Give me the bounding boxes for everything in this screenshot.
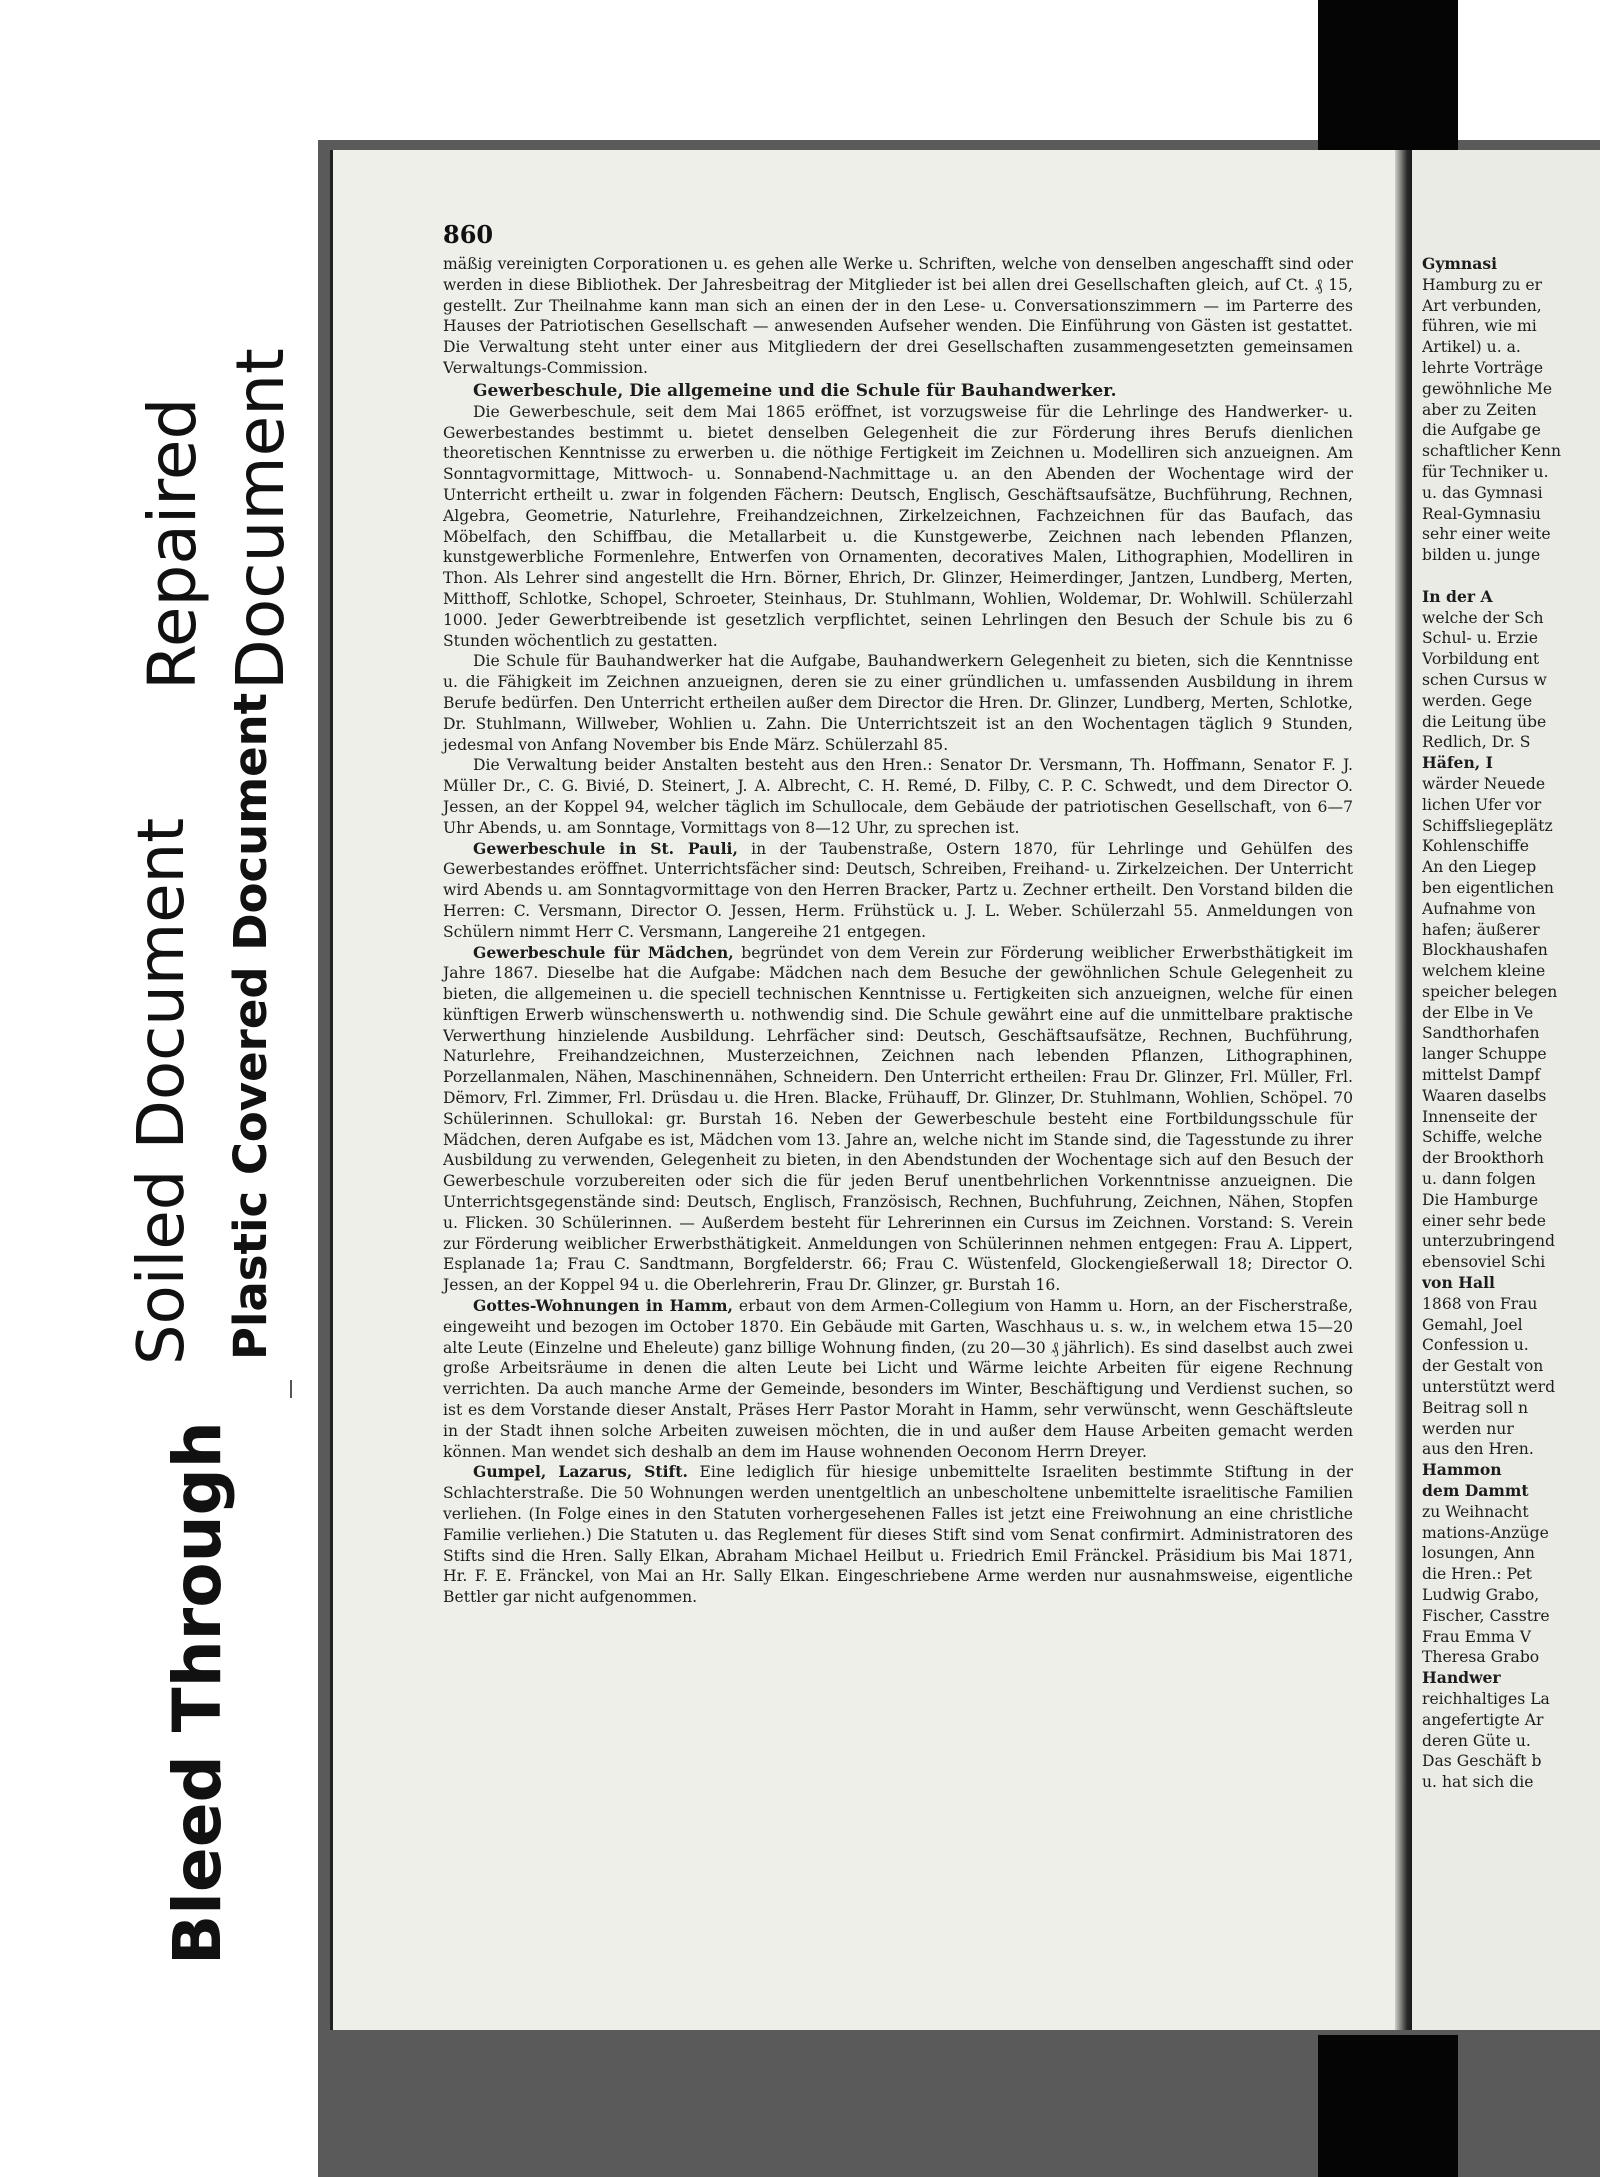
facing-line: Gemahl, Joel: [1422, 1315, 1523, 1334]
section-heading: Gewerbeschule, Die allgemeine und die Schule für Bauhandwerker.: [473, 380, 1117, 401]
divider-tick: [290, 1380, 292, 1398]
page-text: [443, 254, 1353, 1608]
facing-line: u. das Gymnasi: [1422, 483, 1543, 502]
facing-line: Aufnahme von: [1422, 899, 1536, 918]
facing-line: sehr einer weite: [1422, 525, 1551, 544]
facing-line: Beitrag soll n: [1422, 1398, 1528, 1417]
paragraph: [443, 254, 1353, 379]
paragraph-text: in der Taubenstraße, Ostern 1870, für Lehrlinge und Gehülfen des Gewerbestandes eröffnet. Unterrichtsfächer sind: Deutsch, Schreiben, Freihand- u. Zirkelzeichen. Der Unterricht wird Abends u. am Sonntagvormittage von den Herren Bracker, Partz u. Zechner ertheilt. Den Vorstand bilden die Herren: C. Versmann, Director O. Jessen, Herm. Frühstück u. J. L. Weber. Schülerzahl 55. Anmeldungen von Schülern nimmt Herr C. Versmann, Langereihe 21 entgegen.: [443, 839, 1353, 941]
facing-line: Ludwig Grabo,: [1422, 1586, 1540, 1604]
facing-line: ben eigentlichen: [1422, 878, 1554, 897]
facing-line: Schul- u. Erzie: [1422, 629, 1538, 648]
facing-line: An den Liegep: [1422, 858, 1537, 877]
facing-line: schen Cursus w: [1422, 670, 1547, 689]
paragraph-text: Die Verwaltung beider Anstalten besteht aus den Hren.: Senator Dr. Versmann, Th. Hoffmann, Senator F. J. Müller Dr., C. G. Bivié, D. Steinert, J. A. Albrecht, C. H. Remé, D. Filby, C. P. C. Schwedt, und dem Director O. Jessen, an der Koppel 94, welcher täglich im Schullocale, dem Gebäude der patriotischen Gesellschaft, von 6—7 Uhr Abends, u. am Sonntage, Vormittags von 8—12 Uhr, zu sprechen ist.: [443, 756, 1353, 837]
facing-line: welchem kleine: [1422, 962, 1546, 981]
facing-line: u. dann folgen: [1422, 1170, 1536, 1189]
facing-line: losungen, Ann: [1422, 1544, 1535, 1563]
black-tape-top: [1318, 0, 1458, 150]
facing-line: aber zu Zeiten: [1422, 400, 1537, 419]
paragraph: [443, 402, 1353, 652]
facing-line: [1422, 566, 1598, 587]
facing-page: [1412, 150, 1600, 2030]
bleed-through-label: Bleed Through: [159, 1421, 236, 1965]
facing-line: bilden u. junge: [1422, 546, 1541, 565]
facing-line: ebensoviel Schi: [1422, 1253, 1546, 1272]
facing-line: u. hat sich die: [1422, 1773, 1534, 1792]
facing-line: langer Schuppe: [1422, 1045, 1547, 1064]
paragraph: [443, 1462, 1353, 1608]
entry-heading: Gottes-Wohnungen in Hamm,: [473, 1296, 733, 1316]
facing-line: unterzubringend: [1422, 1232, 1555, 1251]
facing-line: Theresa Grabo: [1422, 1648, 1540, 1667]
facing-line: die Hren.: Pet: [1422, 1565, 1532, 1584]
facing-line: Real-Gymnasiu: [1422, 504, 1541, 523]
facing-line: unterstützt werd: [1422, 1378, 1556, 1397]
paragraph: [443, 839, 1353, 943]
facing-line: wärder Neuede: [1422, 774, 1546, 793]
facing-line: werden nur: [1422, 1419, 1514, 1438]
facing-line: Redlich, Dr. S: [1422, 733, 1531, 752]
soiled-document-label: Soiled Document: [125, 817, 199, 1365]
entry-heading: Gewerbeschule in St. Pauli,: [473, 838, 738, 858]
facing-line: gewöhnliche Me: [1422, 379, 1553, 398]
facing-line: Waaren daselbs: [1422, 1086, 1547, 1105]
repaired-label: Repaired: [134, 397, 211, 690]
facing-line: 1868 von Frau: [1422, 1294, 1538, 1313]
facing-line: für Techniker u.: [1422, 462, 1549, 481]
facing-line: Häfen, I: [1422, 753, 1493, 773]
facing-line: lehrte Vorträge: [1422, 358, 1544, 377]
paragraph: [443, 755, 1353, 838]
facing-line: Das Geschäft b: [1422, 1752, 1542, 1771]
facing-line: Hammon: [1422, 1460, 1502, 1480]
facing-line: der Brookthorh: [1422, 1149, 1544, 1168]
facing-line: zu Weihnacht: [1422, 1502, 1529, 1521]
paragraph-text: Die Schule für Bauhandwerker hat die Aufgabe, Bauhandwerkern Gelegenheit zu bieten, sich die Kenntnisse u. die Fähigkeit im Zeichnen anzueignen, deren sie zu einer gründlichen u. umfassenden Ausbildung in ihrem Berufe bedürfen. Den Unterricht ertheilen außer dem Director die Hren. Dr. Glinzer, Lundberg, Merten, Schlotke, Dr. Stuhlmann, Willweber, Wohlien u. Zahn. Die Unterrichtszeit ist an den Wochentagen täglich 9 Stunden, jedesmal von Anfang November bis Ende März. Schülerzahl 85.: [443, 652, 1353, 754]
facing-line: In der A: [1422, 586, 1493, 606]
facing-line: dem Dammt: [1422, 1481, 1529, 1501]
facing-line: von Hall: [1422, 1273, 1495, 1293]
facing-line: die Leitung übe: [1422, 712, 1547, 731]
facing-line: einer sehr bede: [1422, 1211, 1547, 1230]
document-page: [330, 150, 1405, 2030]
paragraph-text: begründet von dem Verein zur Förderung weiblicher Erwerbsthätigkeit im Jahre 1867. Dieselbe hat die Aufgabe: Mädchen nach dem Besuche der gewöhnlichen Schule Gelegenheit zu bieten, die allgemeinen u. die speciell technischen Kenntnisse u. Fertigkeiten sich anzueignen, welche für einen künftigen Erwerb wünschenswerth u. nothwendig sind. Die Schule gewährt eine auf die unmittelbare praktische Verwerthung hinzielende Ausbildung. Lehrfächer sind: Deutsch, Geschäftsaufsätze, Rechnen, Buchführung, Naturlehre, Freihandzeichnen, Musterzeichnen, Zeichnen nach lebenden Pflanzen, Lithographinen, Porzellanmalen, Nähen, Maschinennähen, Schneidern. Den Unterricht ertheilen: Frau Dr. Glinzer, Frl. Müller, Frl. Dëmorv, Frl. Zimmer, Frl. Drüsdau u. die Hren. Blacke, Frühauff, Dr. Glinzer, Dr. Stuhlmann, Wohlien, Schöpel. 70 Schülerinnen. Schullokal: gr. Burstah 16. Neben der Gewerbeschule besteht eine Fortbildungsschule für Mädchen, deren Aufgabe es ist, Mädchen vom 13. Jahre an, welche nicht im Stande sind, die Tagesstunde zu ihrer Ausbildung zu verwenden, Gelegenheit zu bieten, in den Abendstunden der Wochentage sich auf den Besuch der Gewerbeschule vorzubereiten oder sich die für jeden Beruf unentbehrlichen Vorkenntnisse anzueignen. Die Unterrichtsgegenstände sind: Deutsch, Englisch, Französisch, Rechnen, Buchfuhrung, Zeichnen, Nähen, Stopfen u. Flicken. 30 Schülerinnen. — Außerdem besteht für Lehrerinnen ein Cursus im Zeichnen. Vorstand: S. Verein zur Förderung weiblicher Erwerbsthätigkeit. Anmeldungen von Schülerinnen nehmen entgegen: Frau A. Lippert, Esplanade 1a; Frau C. Sandtmann, Borgfelderstr. 66; Frau C. Wüstenfeld, Glockengießerwall 18; Director O. Jessen, an der Koppel 94 u. die Oberlehrerin, Frau Dr. Glinzer, gr. Burstah 16.: [443, 943, 1353, 1295]
facing-line: werden. Gege: [1422, 691, 1533, 710]
paragraph-text: erbaut von dem Armen-Collegium von Hamm u. Horn, an der Fischerstraße, eingeweiht und bezogen im October 1870. Ein Gebäude mit Garten, Waschhaus u. s. w., in welchem etwa 15—20 alte Leute (Einzelne und Eheleute) ganz billige Wohnung finden, (zu 20—30 ₰ jährlich). Es sind daselbst auch zwei große Arbeitsräume in denen die alten Leute bei Licht und Wärme leichte Arbeiten für eigene Rechnung verrichten. Da auch manche Arme der Gemeinde, besonders im Winter, Beschäftigung und Verdienst suchen, so ist es dem Vorstande dieser Anstalt, Präses Herr Pastor Moraht in Hamm, sehr verwünscht, wenn Geschäftsleute in der Stadt ihnen solche Arbeiten zuweisen möchten, die in und außer dem Hause Arbeiten gemacht werden können. Man wendet sich deshalb an dem im Hause wohnenden Oeconom Herrn Dreyer.: [443, 1297, 1353, 1461]
facing-line: Gymnasi: [1422, 254, 1498, 273]
paragraph-text: Eine lediglich für hiesige unbemittelte Israeliten bestimmte Stiftung in der Schlachterstraße. Die 50 Wohnungen werden unentgeltlich an unbescholtene unbemittelte israelitische Familien verliehen. (In Folge eines in den Statuten vorhergesehenen Falles ist jetzt eine Freiwohnung an eine christliche Familie verliehen.) Die Statuten u. das Reglement für dieses Stift sind vom Senat confirmirt. Administratoren des Stifts sind die Hren. Sally Elkan, Abraham Michael Heilbut u. Friedrich Emil Fränckel. Präsidium bis Mai 1871, Hr. F. E. Fränckel, von Mai an Hr. Sally Elkan. Eingeschriebene Arme werden nur ausnahmsweise, eigentliche Bettler gar nicht aufgenommen.: [443, 1463, 1353, 1607]
facing-line: mittelst Dampf: [1422, 1066, 1541, 1085]
facing-line: Innenseite der: [1422, 1107, 1537, 1126]
facing-line: Fischer, Casstre: [1422, 1606, 1550, 1625]
facing-line: der Gestalt von: [1422, 1357, 1544, 1376]
facing-line: deren Güte u.: [1422, 1731, 1531, 1750]
facing-line: reichhaltiges La: [1422, 1689, 1550, 1708]
facing-line: lichen Ufer vor: [1422, 795, 1542, 814]
facing-line: Confession u.: [1422, 1336, 1529, 1355]
document-label: Document: [222, 348, 299, 690]
entry-heading: Gewerbeschule für Mädchen,: [473, 942, 734, 962]
facing-line: Kohlenschiffe: [1422, 837, 1529, 856]
facing-line: angefertigte Ar: [1422, 1710, 1544, 1729]
facing-line: schaftlicher Kenn: [1422, 442, 1562, 461]
facing-line: der Elbe in Ve: [1422, 1003, 1534, 1022]
label-strip: [0, 0, 320, 2177]
facing-line: Frau Emma V: [1422, 1627, 1532, 1646]
facing-line: welche der Sch: [1422, 608, 1544, 627]
facing-page-text: [1422, 254, 1598, 1793]
facing-line: speicher belegen: [1422, 982, 1558, 1001]
page-number: 860: [443, 220, 494, 249]
facing-line: Artikel) u. a.: [1422, 338, 1521, 357]
facing-line: die Aufgabe ge: [1422, 421, 1541, 440]
paragraph: [443, 651, 1353, 755]
facing-line: Art verbunden,: [1422, 296, 1542, 315]
paragraph-text: Die Gewerbeschule, seit dem Mai 1865 eröffnet, ist vorzugsweise für die Lehrlinge des Handwerker- u. Gewerbestandes bestimmt u. bietet denselben Gelegenheit die zur Förderung ihres Berufs dienlichen theoretischen Kenntnisse zu erwerben u. die nöthige Fertigkeit im Zeichnen u. Modelliren sich anzueignen. Am Sonntagvormittage, Mittwoch- u. Sonnabend-Nachmittage u. an den Abenden der Wochentage wird der Unterricht ertheilt u. zwar in folgenden Fächern: Deutsch, Englisch, Geschäftsaufsätze, Buchführung, Rechnen, Algebra, Geometrie, Naturlehre, Freihandzeichnen, Zirkelzeichnen, Fachzeichnen für das Baufach, das Möbelfach, den Schiffbau, die Metallarbeit u. die Kunstgewerbe, Zeichnen nach lebenden Pflanzen, kunstgewerbliche Formenlehre, Entwerfen von Ornamenten, decoratives Malen, Lithographien, Modelliren in Thon. Als Lehrer sind angestellt die Hrn. Börner, Ehrich, Dr. Glinzer, Heimerdinger, Jantzen, Lundberg, Merten, Mitthoff, Schlotke, Schopel, Schroeter, Steinhaus, Dr. Stuhlmann, Wohlien, Woldemar, Dr. Wohlwill. Schülerzahl 1000. Jeder Gewerbtreibende ist gesetzlich verpflichtet, seinen Lehrlingen den Besuch der Schule bis zu 6 Stunden wöchentlich zu gestatten.: [443, 402, 1353, 650]
black-tape-bottom: [1318, 2035, 1458, 2177]
facing-line: Vorbildung ent: [1422, 650, 1540, 669]
plastic-covered-label: Plastic Covered Document: [224, 692, 277, 1360]
facing-line: mations-Anzüge: [1422, 1523, 1549, 1542]
facing-line: Schiffsliegeplätz: [1422, 816, 1553, 835]
facing-line: Handwer: [1422, 1668, 1501, 1688]
paragraph: [443, 1296, 1353, 1462]
facing-line: führen, wie mi: [1422, 317, 1537, 336]
facing-line: Die Hamburge: [1422, 1190, 1539, 1209]
facing-line: Hamburg zu er: [1422, 275, 1542, 294]
facing-line: Blockhaushafen: [1422, 941, 1548, 960]
facing-line: aus den Hren.: [1422, 1440, 1534, 1459]
facing-line: hafen; äußerer: [1422, 920, 1540, 939]
entry-heading: Gumpel, Lazarus, Stift.: [473, 1462, 688, 1482]
facing-line: Schiffe, welche: [1422, 1128, 1543, 1147]
paragraph: [443, 943, 1353, 1297]
paragraph-text: mäßig vereinigten Corporationen u. es gehen alle Werke u. Schriften, welche von denselben angeschafft sind oder werden in diese Bibliothek. Der Jahresbeitrag der Mitglieder ist bei allen drei Gesellschaften gleich, auf Ct. ₰ 15, gestellt. Zur Theilnahme kann man sich an einen der in den Lese- u. Conversationszimmern — im Parterre des Hauses der Patriotischen Gesellschaft — anwesenden Aufseher wenden. Die Einführung von Gästen ist gestattet. Die Verwaltung steht unter einer aus Mitgliedern der drei Gesellschaften zusammengesetzten gemeinsamen Verwaltungs-Commission.: [443, 255, 1353, 377]
facing-line: Sandthorhafen: [1422, 1024, 1540, 1043]
